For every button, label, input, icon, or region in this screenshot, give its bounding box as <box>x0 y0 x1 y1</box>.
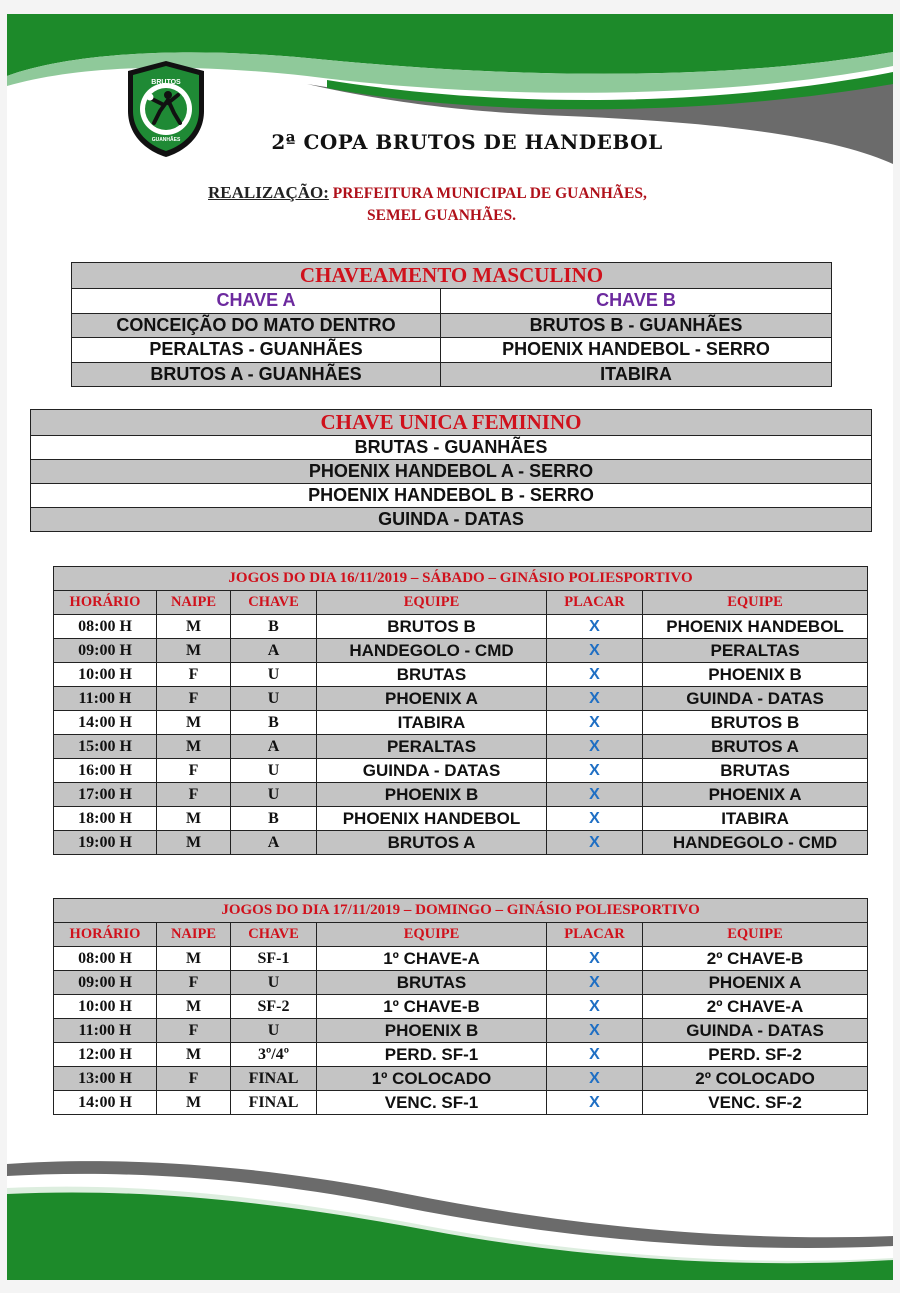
game-team-home: PHOENIX A <box>317 687 547 711</box>
realizacao-label: REALIZAÇÃO: <box>208 183 329 202</box>
logo-text-bottom: GUANHÃES <box>151 137 181 143</box>
game-team-home: PERD. SF-1 <box>317 1043 547 1067</box>
table-row <box>72 313 832 338</box>
game-team-away: PHOENIX A <box>643 971 868 995</box>
game-naipe: M <box>157 615 231 639</box>
game-team-home: 1º COLOCADO <box>317 1067 547 1091</box>
game-team-away: BRUTOS B <box>643 711 868 735</box>
game-naipe: F <box>157 759 231 783</box>
game-time: 10:00 H <box>54 663 157 687</box>
table-row <box>54 1019 868 1043</box>
game-naipe: M <box>157 807 231 831</box>
game-time: 08:00 H <box>54 615 157 639</box>
game-team-home: BRUTAS <box>317 971 547 995</box>
feminino-table <box>30 409 872 532</box>
game-naipe: M <box>157 735 231 759</box>
game-score: X <box>547 807 643 831</box>
chave-a-team: PERALTAS - GUANHÃES <box>72 338 441 363</box>
game-chave: U <box>231 783 317 807</box>
table-row <box>54 807 868 831</box>
col-header-horario: HORÁRIO <box>54 923 157 947</box>
game-chave: U <box>231 687 317 711</box>
table-row <box>54 639 868 663</box>
game-score: X <box>547 711 643 735</box>
game-team-home: PHOENIX B <box>317 1019 547 1043</box>
game-naipe: F <box>157 1019 231 1043</box>
schedule-day16-body <box>54 615 868 855</box>
game-team-home: VENC. SF-1 <box>317 1091 547 1115</box>
col-header-horario: HORÁRIO <box>54 591 157 615</box>
feminino-team: BRUTAS - GUANHÃES <box>31 436 872 460</box>
game-time: 14:00 H <box>54 1091 157 1115</box>
table-row <box>72 338 832 363</box>
game-naipe: F <box>157 663 231 687</box>
game-naipe: F <box>157 687 231 711</box>
table-row <box>31 436 872 460</box>
game-team-home: PHOENIX HANDEBOL <box>317 807 547 831</box>
game-score: X <box>547 971 643 995</box>
table-row <box>54 1043 868 1067</box>
game-team-away: VENC. SF-2 <box>643 1091 868 1115</box>
game-team-home: PHOENIX B <box>317 783 547 807</box>
chave-b-team: ITABIRA <box>441 362 832 387</box>
chave-a-team: BRUTOS A - GUANHÃES <box>72 362 441 387</box>
game-naipe: M <box>157 639 231 663</box>
game-naipe: M <box>157 995 231 1019</box>
game-time: 16:00 H <box>54 759 157 783</box>
col-header-naipe: NAIPE <box>157 923 231 947</box>
game-score: X <box>547 1043 643 1067</box>
realizacao-line1: PREFEITURA MUNICIPAL DE GUANHÃES, <box>332 185 647 202</box>
col-header-placar: PLACAR <box>547 923 643 947</box>
game-time: 08:00 H <box>54 947 157 971</box>
schedule-day17-table <box>53 898 868 1115</box>
table-row <box>31 508 872 532</box>
feminino-team: PHOENIX HANDEBOL B - SERRO <box>31 484 872 508</box>
chave-a-label: CHAVE A <box>72 289 441 314</box>
game-team-away: PHOENIX HANDEBOL <box>643 615 868 639</box>
col-header-equipe: EQUIPE <box>317 591 547 615</box>
game-team-home: 1º CHAVE-A <box>317 947 547 971</box>
game-team-away: GUINDA - DATAS <box>643 1019 868 1043</box>
col-header-chave: CHAVE <box>231 923 317 947</box>
col-header-equipe2: EQUIPE <box>643 591 868 615</box>
col-header-naipe: NAIPE <box>157 591 231 615</box>
table-row <box>54 783 868 807</box>
table-row <box>31 484 872 508</box>
game-naipe: M <box>157 1091 231 1115</box>
col-header-equipe: EQUIPE <box>317 923 547 947</box>
table-row <box>54 971 868 995</box>
table-row <box>31 460 872 484</box>
game-chave: B <box>231 615 317 639</box>
table-row <box>54 831 868 855</box>
col-header-placar: PLACAR <box>547 591 643 615</box>
game-team-away: PHOENIX A <box>643 783 868 807</box>
game-time: 11:00 H <box>54 687 157 711</box>
game-team-away: ITABIRA <box>643 807 868 831</box>
game-team-away: BRUTAS <box>643 759 868 783</box>
game-chave: A <box>231 831 317 855</box>
game-chave: U <box>231 1019 317 1043</box>
realizacao-block <box>208 182 768 227</box>
table-row <box>54 995 868 1019</box>
game-team-home: ITABIRA <box>317 711 547 735</box>
page-title: 2ª COPA BRUTOS DE HANDEBOL <box>271 130 663 154</box>
game-time: 09:00 H <box>54 971 157 995</box>
game-team-home: BRUTOS B <box>317 615 547 639</box>
game-naipe: M <box>157 947 231 971</box>
schedule-day17-body <box>54 947 868 1115</box>
game-score: X <box>547 735 643 759</box>
game-naipe: F <box>157 971 231 995</box>
game-time: 10:00 H <box>54 995 157 1019</box>
chave-b-label: CHAVE B <box>441 289 832 314</box>
game-score: X <box>547 831 643 855</box>
schedule-day16-title: JOGOS DO DIA 16/11/2019 – SÁBADO – GINÁSIO POLIESPORTIVO <box>54 567 868 591</box>
game-score: X <box>547 615 643 639</box>
game-team-home: BRUTAS <box>317 663 547 687</box>
game-chave: FINAL <box>231 1091 317 1115</box>
game-score: X <box>547 1019 643 1043</box>
game-naipe: M <box>157 1043 231 1067</box>
game-team-away: PERD. SF-2 <box>643 1043 868 1067</box>
table-row <box>54 1091 868 1115</box>
game-time: 13:00 H <box>54 1067 157 1091</box>
game-team-away: 2º CHAVE-B <box>643 947 868 971</box>
masculino-table <box>71 262 832 387</box>
game-naipe: M <box>157 711 231 735</box>
game-score: X <box>547 783 643 807</box>
game-time: 09:00 H <box>54 639 157 663</box>
game-score: X <box>547 663 643 687</box>
game-score: X <box>547 759 643 783</box>
game-chave: B <box>231 807 317 831</box>
chave-b-team: BRUTOS B - GUANHÃES <box>441 313 832 338</box>
game-team-home: BRUTOS A <box>317 831 547 855</box>
bottom-wave-decoration <box>7 1154 893 1280</box>
chave-a-team: CONCEIÇÃO DO MATO DENTRO <box>72 313 441 338</box>
table-row <box>54 687 868 711</box>
table-row <box>72 362 832 387</box>
game-team-home: HANDEGOLO - CMD <box>317 639 547 663</box>
col-header-chave: CHAVE <box>231 591 317 615</box>
game-score: X <box>547 995 643 1019</box>
game-team-away: BRUTOS A <box>643 735 868 759</box>
game-chave: A <box>231 735 317 759</box>
game-team-away: 2º COLOCADO <box>643 1067 868 1091</box>
game-time: 18:00 H <box>54 807 157 831</box>
game-score: X <box>547 639 643 663</box>
feminino-team: GUINDA - DATAS <box>31 508 872 532</box>
schedule-day17-title: JOGOS DO DIA 17/11/2019 – DOMINGO – GINÁSIO POLIESPORTIVO <box>54 899 868 923</box>
game-score: X <box>547 1067 643 1091</box>
masculino-title: CHAVEAMENTO MASCULINO <box>72 263 832 289</box>
game-team-away: PERALTAS <box>643 639 868 663</box>
game-naipe: F <box>157 783 231 807</box>
game-chave: B <box>231 711 317 735</box>
game-time: 12:00 H <box>54 1043 157 1067</box>
table-row <box>54 947 868 971</box>
game-chave: FINAL <box>231 1067 317 1091</box>
feminino-team: PHOENIX HANDEBOL A - SERRO <box>31 460 872 484</box>
game-time: 17:00 H <box>54 783 157 807</box>
game-naipe: F <box>157 1067 231 1091</box>
col-header-equipe2: EQUIPE <box>643 923 868 947</box>
table-row <box>54 735 868 759</box>
game-time: 15:00 H <box>54 735 157 759</box>
game-team-away: 2º CHAVE-A <box>643 995 868 1019</box>
game-chave: 3º/4º <box>231 1043 317 1067</box>
poster-page <box>7 14 893 1280</box>
game-team-home: GUINDA - DATAS <box>317 759 547 783</box>
game-chave: SF-2 <box>231 995 317 1019</box>
table-row <box>54 1067 868 1091</box>
game-team-away: HANDEGOLO - CMD <box>643 831 868 855</box>
game-time: 11:00 H <box>54 1019 157 1043</box>
game-score: X <box>547 947 643 971</box>
game-time: 14:00 H <box>54 711 157 735</box>
game-team-away: GUINDA - DATAS <box>643 687 868 711</box>
table-row <box>54 759 868 783</box>
game-chave: U <box>231 971 317 995</box>
game-chave: U <box>231 759 317 783</box>
game-chave: SF-1 <box>231 947 317 971</box>
schedule-day16-table <box>53 566 868 855</box>
game-team-away: PHOENIX B <box>643 663 868 687</box>
game-chave: U <box>231 663 317 687</box>
game-score: X <box>547 687 643 711</box>
game-team-home: PERALTAS <box>317 735 547 759</box>
logo-text-top: BRUTOS <box>151 79 181 86</box>
table-row <box>54 711 868 735</box>
chave-b-team: PHOENIX HANDEBOL - SERRO <box>441 338 832 363</box>
game-time: 19:00 H <box>54 831 157 855</box>
game-score: X <box>547 1091 643 1115</box>
realizacao-line2: SEMEL GUANHÃES. <box>367 207 517 224</box>
feminino-title: CHAVE UNICA FEMININO <box>31 410 872 436</box>
table-row <box>54 663 868 687</box>
table-row <box>54 615 868 639</box>
brutos-logo <box>124 59 208 159</box>
game-naipe: M <box>157 831 231 855</box>
game-team-home: 1º CHAVE-B <box>317 995 547 1019</box>
game-chave: A <box>231 639 317 663</box>
